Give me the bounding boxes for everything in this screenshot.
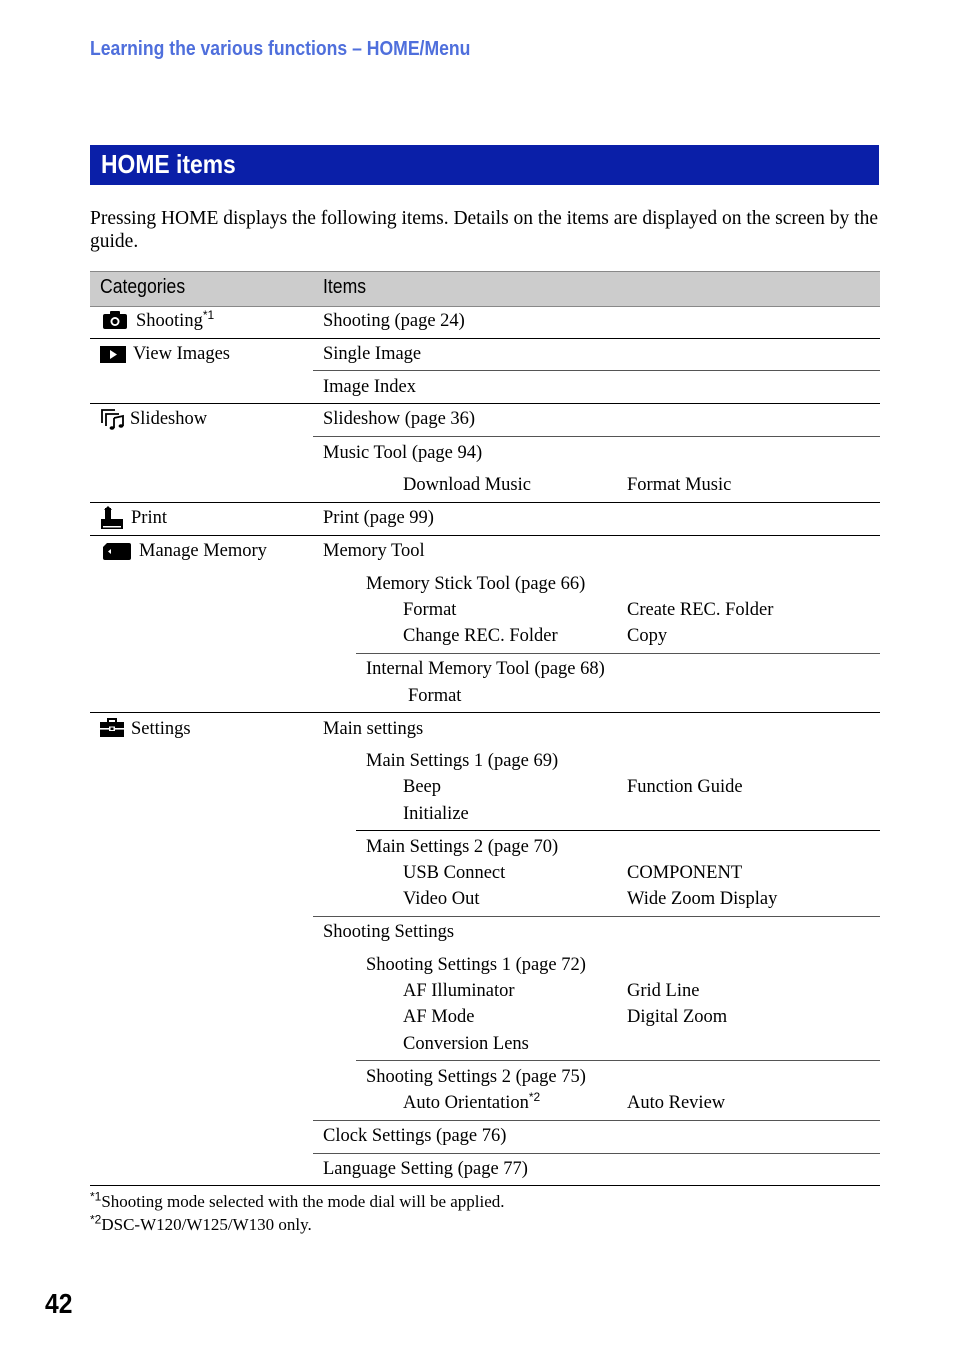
col-categories: Categories xyxy=(100,276,186,298)
item-shooting-settings-2: Shooting Settings 2 (page 75) xyxy=(366,1067,586,1087)
category-slideshow: Slideshow xyxy=(130,409,208,429)
item-video-out: Video Out xyxy=(403,889,480,909)
item-image-index: Image Index xyxy=(323,377,416,397)
item-auto-orientation: Auto Orientation$^{*2}$ xyxy=(403,1089,541,1113)
item-slideshow-page: Slideshow (page 36) xyxy=(323,409,476,429)
item-clock-settings: Clock Settings (page 76) xyxy=(323,1126,507,1146)
row-divider xyxy=(90,712,880,713)
col-items: Items xyxy=(323,276,367,298)
item-internal-memory-tool: Internal Memory Tool (page 68) xyxy=(366,659,605,679)
item-conversion-lens: Conversion Lens xyxy=(403,1034,529,1054)
item-beep: Beep xyxy=(403,777,442,797)
play-icon xyxy=(100,346,126,363)
item-shooting-settings: Shooting Settings xyxy=(323,922,455,942)
item-format-music: Format Music xyxy=(627,475,732,495)
item-usb-connect: USB Connect xyxy=(403,863,506,883)
intro-paragraph: Pressing HOME displays the following items. Details on the items are displayed on the screen by the guide. xyxy=(90,208,878,252)
row-divider xyxy=(90,403,880,404)
item-print-page: Print (page 99) xyxy=(323,508,434,528)
row-divider xyxy=(356,653,880,654)
item-download-music: Download Music xyxy=(403,475,531,495)
row-divider xyxy=(313,916,880,917)
row-divider xyxy=(90,502,880,503)
item-ms-change-folder: Change REC. Folder xyxy=(403,626,558,646)
item-af-mode: AF Mode xyxy=(403,1007,475,1027)
toolbox-icon xyxy=(100,718,124,738)
footnote-2: $^{*2}$DSC-W120/W125/W130 only. xyxy=(90,1212,312,1234)
category-shooting: Shooting$^{*1}$ xyxy=(136,307,215,331)
item-wide-zoom: Wide Zoom Display xyxy=(627,889,778,909)
page-number: 42 xyxy=(45,1288,73,1319)
banner-title: HOME items xyxy=(101,149,236,179)
item-main-settings-2: Main Settings 2 (page 70) xyxy=(366,837,559,857)
item-grid-line: Grid Line xyxy=(627,981,700,1001)
table-bottom-rule xyxy=(90,1185,880,1186)
item-shooting-page: Shooting (page 24) xyxy=(323,311,465,331)
home-items-banner xyxy=(90,145,879,185)
row-divider xyxy=(313,370,880,371)
camera-icon xyxy=(102,310,128,330)
row-divider xyxy=(313,1153,880,1154)
item-ms-format: Format xyxy=(403,600,457,620)
footnote-1: $^{*1}$Shooting mode selected with the mode dial will be applied. xyxy=(90,1189,505,1211)
item-memory-stick-tool: Memory Stick Tool (page 66) xyxy=(366,574,586,594)
category-print: Print xyxy=(131,508,167,528)
row-divider xyxy=(356,830,880,831)
row-divider xyxy=(356,1060,880,1061)
item-im-format: Format xyxy=(408,686,462,706)
item-function-guide: Function Guide xyxy=(627,777,743,797)
slideshow-icon xyxy=(101,409,125,431)
item-digital-zoom: Digital Zoom xyxy=(627,1007,728,1027)
item-initialize: Initialize xyxy=(403,804,469,824)
item-memory-tool: Memory Tool xyxy=(323,541,425,561)
printer-icon xyxy=(100,506,124,530)
item-af-illuminator: AF Illuminator xyxy=(403,981,515,1001)
memory-card-icon xyxy=(103,543,131,560)
row-divider xyxy=(90,338,880,339)
section-header: Learning the various functions – HOME/Menu xyxy=(90,38,471,60)
row-divider xyxy=(90,535,880,536)
item-shooting-settings-1: Shooting Settings 1 (page 72) xyxy=(366,955,586,975)
item-single-image: Single Image xyxy=(323,344,422,364)
category-settings: Settings xyxy=(131,719,191,739)
table-header xyxy=(90,271,880,307)
item-main-settings: Main settings xyxy=(323,719,424,739)
item-main-settings-1: Main Settings 1 (page 69) xyxy=(366,751,559,771)
item-music-tool: Music Tool (page 94) xyxy=(323,443,483,463)
category-manage-memory: Manage Memory xyxy=(139,541,267,561)
item-auto-review: Auto Review xyxy=(627,1093,726,1113)
row-divider xyxy=(313,436,880,437)
item-ms-create-folder: Create REC. Folder xyxy=(627,600,774,620)
item-ms-copy: Copy xyxy=(627,626,668,646)
category-view-images: View Images xyxy=(133,344,231,364)
row-divider xyxy=(313,1120,880,1121)
item-language-setting: Language Setting (page 77) xyxy=(323,1159,528,1179)
item-component: COMPONENT xyxy=(627,863,743,883)
